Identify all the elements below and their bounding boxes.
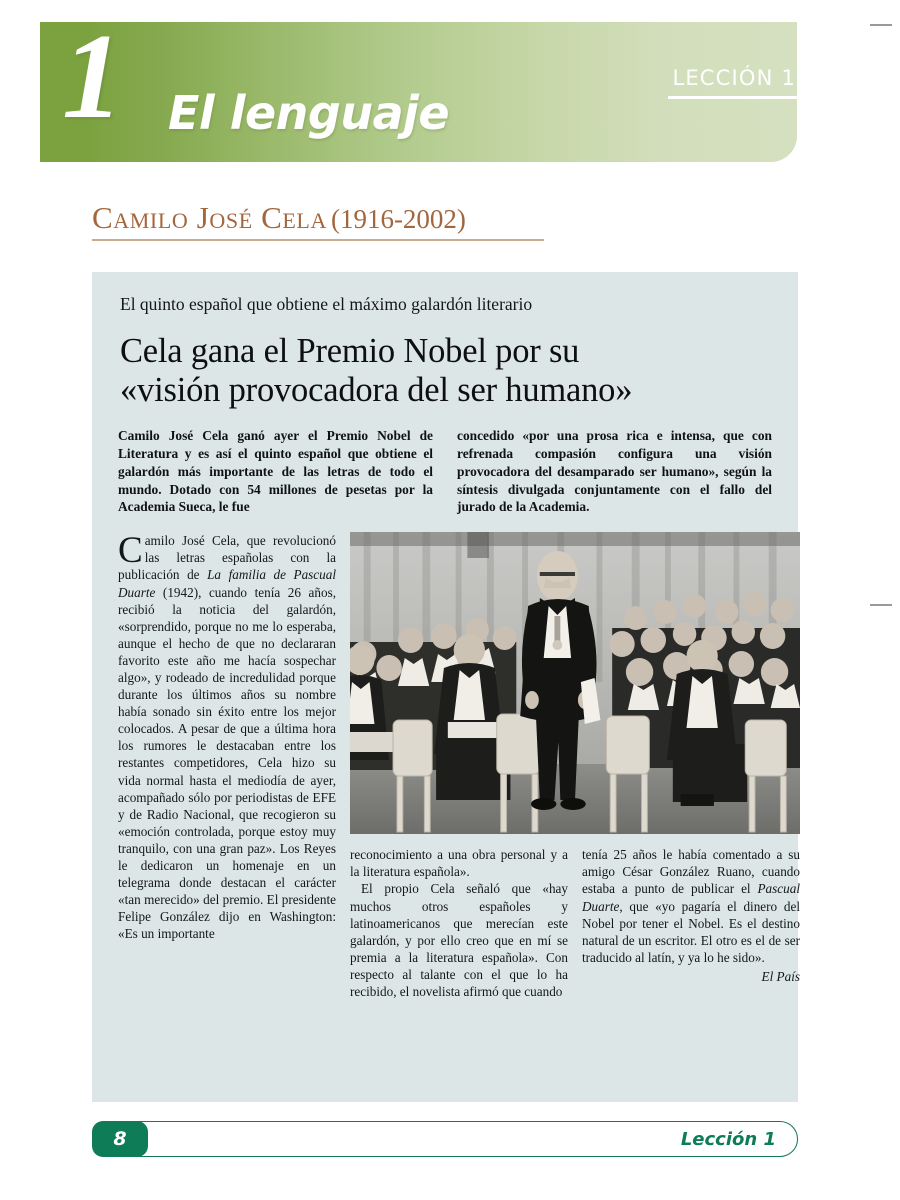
section-heading <box>92 200 792 241</box>
article-body-paragraph-dropcap <box>118 532 336 942</box>
body-c1-text-a: Camilo José Cela, que revolucionó las letras españolas con la publicación de <box>118 530 336 583</box>
registration-tick-top <box>870 24 892 26</box>
article-body-column-1 <box>118 532 336 1000</box>
photo-graphic <box>350 532 800 834</box>
body-c3-text-b: , que «yo pagaría el dinero del Nobel por tener el Nobel. Es el destino natural de un escritor. El otro es el de ser traducido al latín, y ya lo he sido». <box>582 898 800 965</box>
section-heading-name: Camilo José Cela <box>92 200 327 235</box>
body-c3-text-a: tenía 25 años le había comentado a su amigo César González Ruano, cuando estaba a punto de publicar el <box>582 847 800 897</box>
article-body-c2-p2: El propio Cela señaló que «hay muchos otros españoles y latinoamericanos que merecían este galardón, y por ello creo que en mí se premia a la literatura española». Con respecto al talante con el que lo ha recibido, el novelista afirmó que cuando <box>350 881 568 1000</box>
lesson-tag-container <box>570 66 800 90</box>
article-lead-column-right: concedido «por una prosa rica e intensa, que con refrenada compasión configura una visión provocadora del desamparado ser humano», según la síntesis divulgada conjuntamente con el fallo del jurado de la Academia. <box>457 428 772 515</box>
article-lead <box>118 427 772 516</box>
article-lead-column-left: Camilo José Cela ganó ayer el Premio Nobel de Literatura y es así el quinto español que obtiene el galardón más importante de las letras de todo el mundo. Dotado con 54 millones de pesetas por la Academia Sueca, le fue <box>118 428 433 515</box>
page-footer <box>92 1121 798 1157</box>
section-heading-years: (1916-2002) <box>330 204 466 234</box>
lesson-tag-label: LECCIÓN 1 <box>672 66 796 90</box>
article-body-grid <box>118 530 800 1000</box>
chapter-header-band <box>40 9 797 162</box>
chapter-title: El lenguaje <box>168 86 450 140</box>
article-headline-line-1: Cela gana el Premio Nobel por su <box>120 331 580 370</box>
footer-lesson-label: Lección 1 <box>680 1128 776 1150</box>
article-body-column-3 <box>582 846 800 1000</box>
article-body-column-2 <box>350 846 568 1000</box>
section-heading-rule <box>92 239 544 241</box>
article-headline-line-2: «visión provocadora del ser humano» <box>120 370 633 409</box>
book-title-pascual-duarte: La familia de Pascual Duarte <box>118 567 336 600</box>
registration-tick-middle <box>870 604 892 606</box>
article-source-credit: El País <box>761 968 800 984</box>
newspaper-article-panel <box>92 272 798 1102</box>
book-title-pascual-duarte-2: Pascual Duarte <box>582 881 800 914</box>
lesson-tag-underline <box>668 96 800 99</box>
article-kicker: El quinto español que obtiene el máximo galardón literario <box>120 294 533 314</box>
article-body-c3-p1 <box>582 846 800 966</box>
article-body-c2-p1: reconocimiento a una obra personal y a la literatura española». <box>350 847 568 880</box>
chapter-number: 1 <box>62 9 121 144</box>
page-number-badge: 8 <box>92 1121 148 1157</box>
nobel-ceremony-photo <box>350 532 800 834</box>
article-photo-cell <box>350 532 800 834</box>
article-headline <box>118 332 772 409</box>
body-c1-text-b: (1942), cuando tenía 26 años, recibió la noticia del galardón, «sorprendido, porque no me lo esperaba, aunque el hecho de que no declararan favorito este año me hacía sospechar algo», y rodeado de incredulidad porque durante los últimos años su nombre había sonado sin éxito entre los mejor colocados. A pesar de que a última hora los rumores le destacaban entre los restantes competidores, Cela hizo su vida normal hasta el mediodía de ayer, acompañado sólo por periodistas de EFE y de Radio Nacional, que recogieron su «emoción controlada, porque estoy muy tranquilo, con una gran paz». Los Reyes le dedicaron un homenaje en un telegrama donde destacan el carácter «tan merecido» del premio. El presidente Felipe González dijo en Washington: «Es un importante <box>118 584 336 942</box>
